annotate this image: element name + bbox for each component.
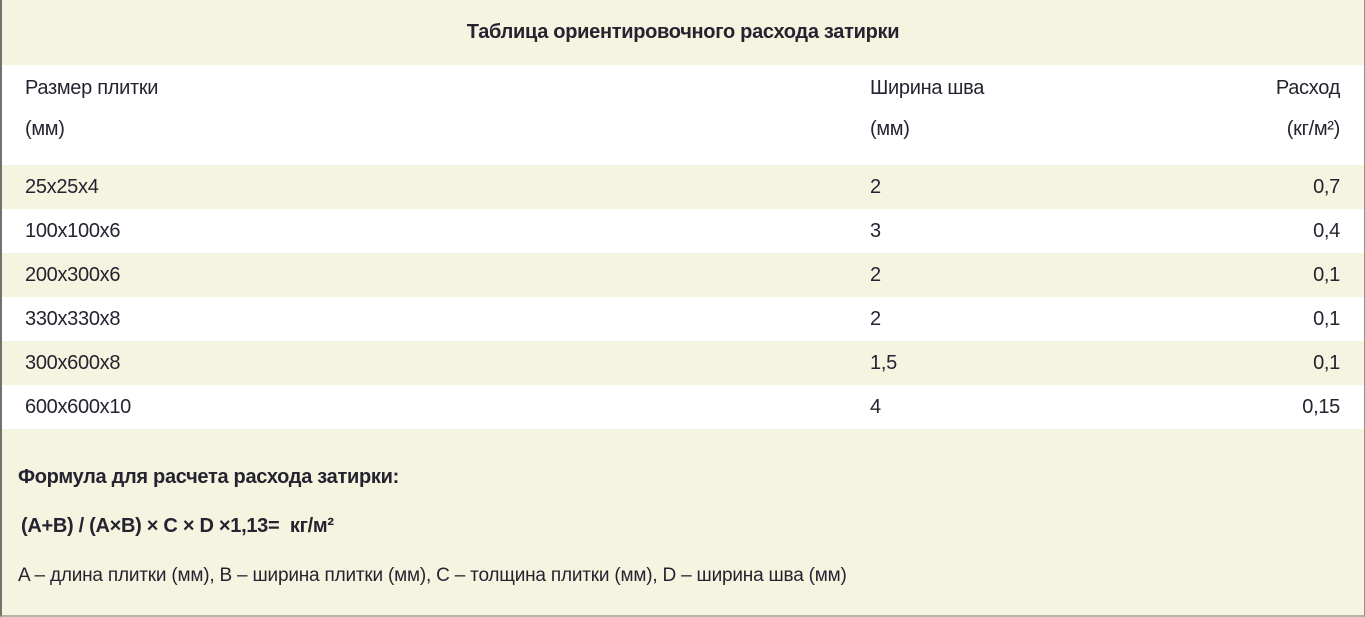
table-row: [2, 341, 1364, 385]
cell-seam-width: 4: [870, 395, 881, 418]
cell-consumption: 0,4: [1313, 219, 1340, 242]
column-header-seam-width: [870, 65, 1276, 165]
cell-consumption: 0,7: [1313, 175, 1340, 198]
cell-tile-size: 200x300x6: [25, 263, 121, 286]
table-row: [2, 209, 1364, 253]
column-header-tile-size-label: Размер плитки: [25, 77, 159, 99]
cell-consumption: 0,1: [1313, 263, 1340, 286]
table-title-row: [2, 0, 1364, 65]
table-row: [2, 297, 1364, 341]
cell-tile-size: 300x600x8: [25, 351, 121, 374]
table-row: [2, 253, 1364, 297]
table-row: [2, 385, 1364, 429]
column-header-seam-width-unit: (мм): [870, 118, 910, 140]
column-header-tile-size: [25, 65, 870, 165]
column-header-tile-size-unit: (мм): [25, 118, 65, 140]
formula-text: (A+B) / (A×B) × C × D ×1,13= кг/м²: [21, 515, 334, 537]
cell-seam-width: 2: [870, 263, 881, 286]
cell-tile-size: 330x330x8: [25, 307, 121, 330]
cell-seam-width: 2: [870, 307, 881, 330]
column-header-consumption-unit: (кг/м²): [1286, 118, 1340, 140]
formula-section: [2, 429, 1364, 617]
formula-legend: A – длина плитки (мм), B – ширина плитки (мм), C – толщина плитки (мм), D – ширина шва (мм): [18, 565, 847, 586]
column-header-consumption: [1276, 65, 1340, 165]
table-body: [2, 165, 1364, 429]
cell-consumption: 0,1: [1313, 351, 1340, 374]
cell-tile-size: 100x100x6: [25, 219, 121, 242]
cell-seam-width: 2: [870, 175, 881, 198]
cell-tile-size: 600x600x10: [25, 395, 131, 418]
column-header-seam-width-label: Ширина шва: [870, 77, 985, 99]
table-row: [2, 165, 1364, 209]
cell-consumption: 0,15: [1302, 395, 1340, 418]
cell-seam-width: 1,5: [870, 351, 897, 374]
formula-heading: Формула для расчета расхода затирки:: [18, 466, 399, 488]
cell-tile-size: 25x25x4: [25, 175, 99, 198]
cell-seam-width: 3: [870, 219, 881, 242]
column-header-consumption-label: Расход: [1275, 77, 1340, 99]
table-header-row: [2, 65, 1364, 165]
cell-consumption: 0,1: [1313, 307, 1340, 330]
page-title: Таблица ориентировочного расхода затирки: [466, 21, 900, 43]
